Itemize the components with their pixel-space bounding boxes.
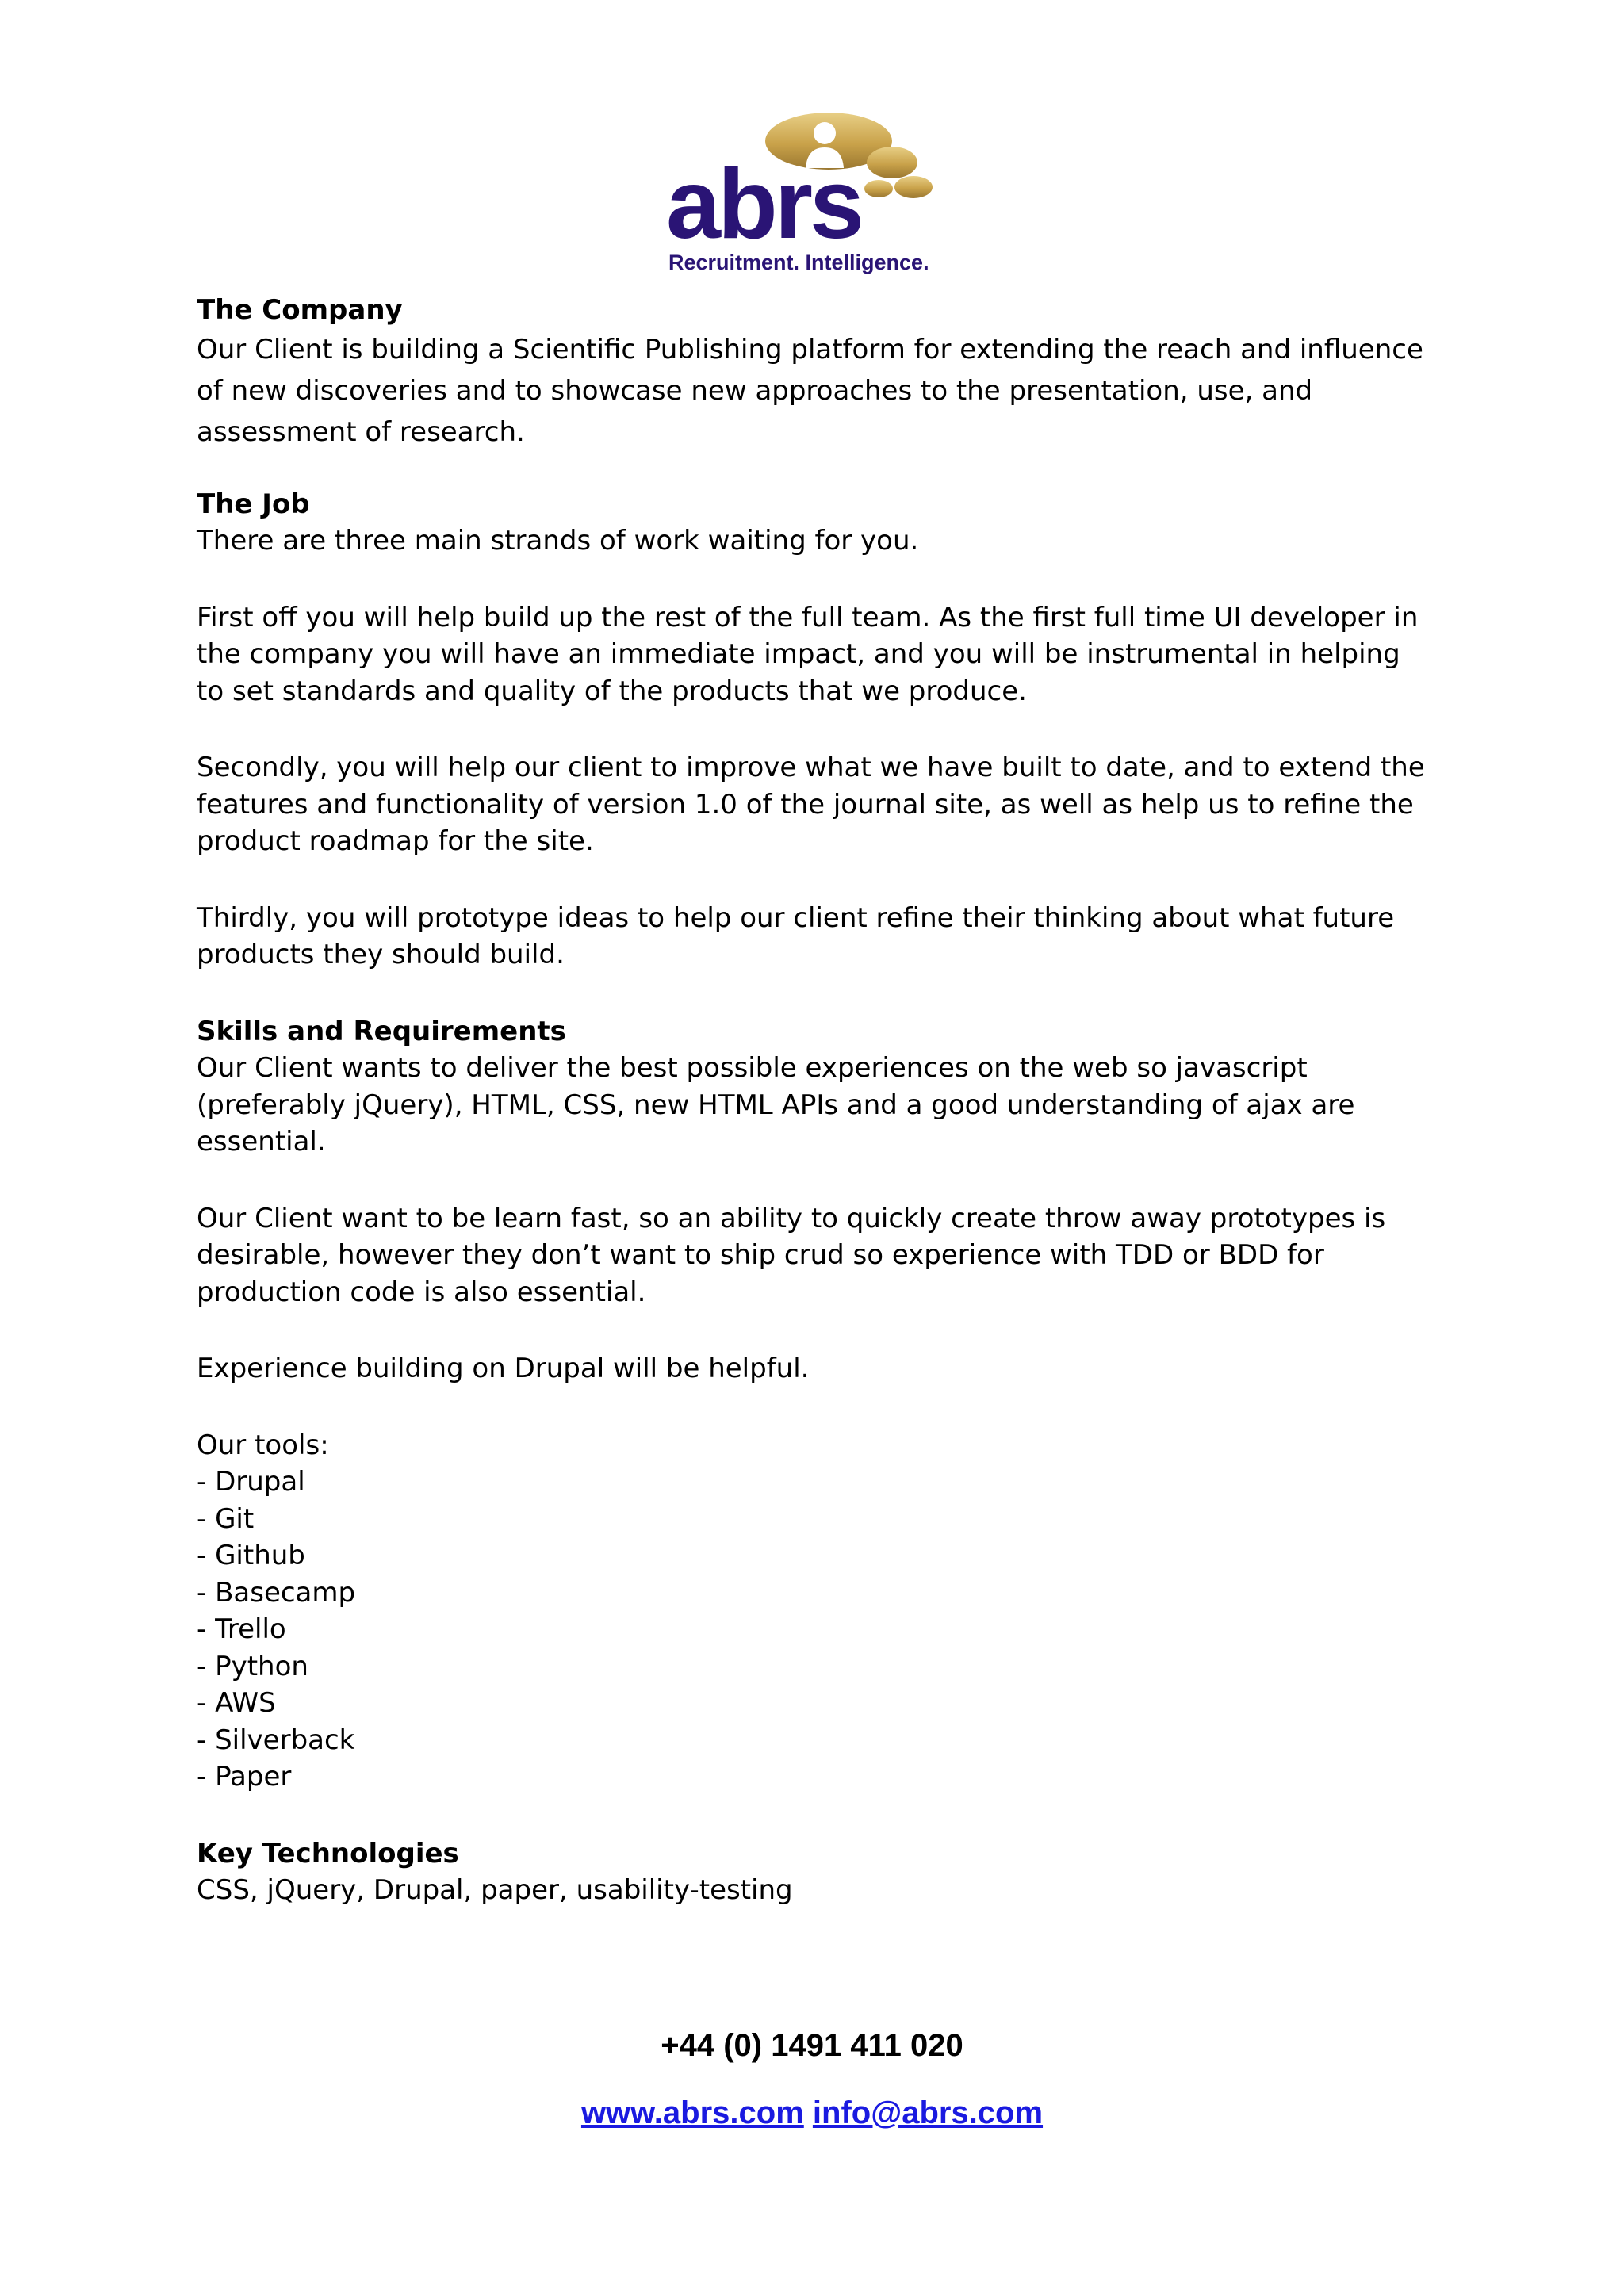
tools-list (197, 1464, 1434, 1796)
logo-tagline: Recruitment. Intelligence. (668, 251, 929, 274)
website-link[interactable]: www.abrs.com (580, 2095, 804, 2130)
job-description (197, 292, 1434, 1909)
key-tech-heading: Key Technologies (197, 1837, 459, 1869)
skills-paragraph-third: Experience building on Drupal will be helpful. (197, 1353, 810, 1384)
logo-wordmark: abrs (666, 150, 861, 259)
list-item: - Silverback (197, 1724, 355, 1756)
job-paragraph-third: Thirdly, you will prototype ideas to help our client refine their thinking about what future products they should build. (197, 901, 1395, 970)
phone-number: +44 (0) 1491 411 020 (661, 2028, 963, 2063)
job-heading: The Job (197, 488, 310, 520)
company-text: Our Client is building a Scientific Publishing platform for extending the reach and influence of new discoveries and to showcase new approaches to the presentation, use, and assessment of research. (197, 333, 1423, 448)
footer-links (0, 2093, 1624, 2133)
email-link[interactable]: info@abrs.com (812, 2095, 1044, 2130)
list-item: - Git (197, 1502, 255, 1535)
job-paragraph-first: First off you will help build up the rest of the full team. As the first full time UI developer in the company you will have an immediate impact, and you will be instrumental in helping to set standards and quality of the products that we produce. (197, 601, 1419, 707)
skills-paragraph-second: Our Client want to be learn fast, so an ability to quickly create throw away prototypes is desirable, however they don’t want to ship crud so experience with TDD or BDD for production code is also essential. (197, 1202, 1386, 1308)
abrs-logo (666, 111, 964, 277)
company-heading: The Company (197, 294, 403, 326)
list-item: - Paper (197, 1761, 292, 1793)
list-item: - Drupal (197, 1466, 305, 1498)
list-item: - Python (197, 1650, 308, 1682)
skills-paragraph-first: Our Client wants to deliver the best possible experiences on the web so javascript (preferably jQuery), HTML, CSS, new HTML APIs and a good understanding of ajax are essential. (197, 1052, 1355, 1158)
tools-label: Our tools: (197, 1429, 329, 1461)
list-item: - Trello (197, 1613, 286, 1645)
job-paragraph-second: Secondly, you will help our client to improve what we have built to date, and to extend the features and functionality of version 1.0 of the journal site, as well as help us to refine the product roadmap for the site. (197, 752, 1425, 857)
list-item: - AWS (197, 1687, 276, 1719)
job-intro: There are three main strands of work waiting for you. (197, 525, 919, 557)
list-item: - Basecamp (197, 1576, 356, 1609)
key-tech-text: CSS, jQuery, Drupal, paper, usability-testing (197, 1874, 793, 1906)
skills-heading: Skills and Requirements (197, 1015, 566, 1047)
list-item: - Github (197, 1540, 305, 1571)
